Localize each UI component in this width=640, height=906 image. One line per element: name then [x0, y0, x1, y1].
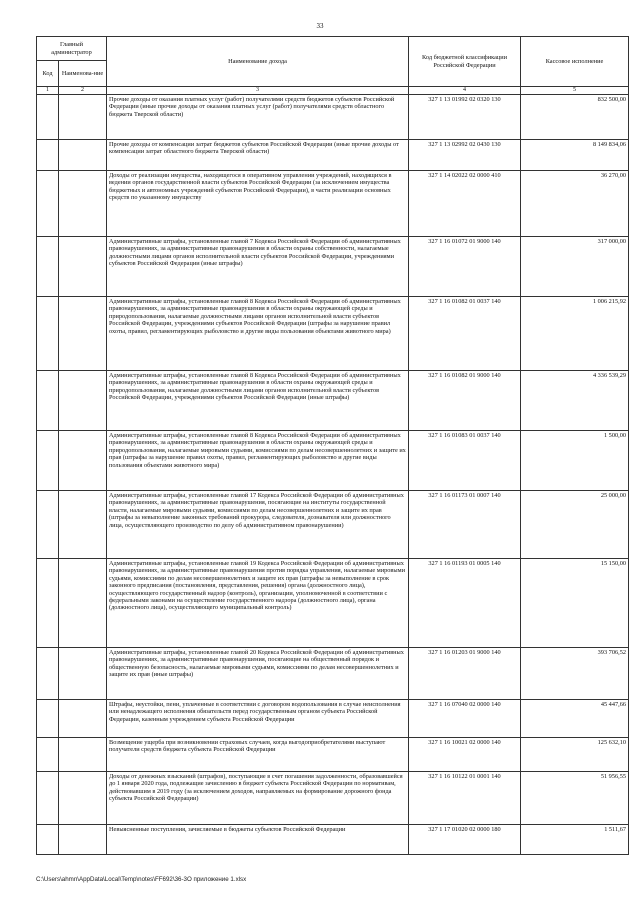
- execution-amount: 45 447,66: [521, 700, 629, 738]
- execution-header: Кассовое исполнение: [521, 37, 629, 87]
- admin-code-cell: [37, 140, 59, 171]
- income-description: Административные штрафы, установленные главой 20 Кодекса Российской Федерации об административных правонарушениях, за административные правонарушения, посягающие на общественный порядок и общественную безопасность, налагаемые мировыми судьями, комиссиями по делам несовершеннолетних и защите их прав (иные штрафы): [107, 648, 409, 700]
- kbk-code: 327 1 16 01072 01 9000 140: [409, 237, 521, 297]
- income-name-header: Наименование дохода: [107, 37, 409, 87]
- income-description: Прочие доходы от оказания платных услуг (работ) получателями средств бюджетов субъектов Российской Федерации (иные прочие доходы от оказания платных услуг (работ) получателями средств областного бюджета Тверской области): [107, 95, 409, 140]
- income-description: Доходы от реализации имущества, находящегося в оперативном управлении учреждений, находящихся в ведении органов государственной власти субъектов Российской Федерации (за исключением имущества бюджетных и автономных учреждений субъектов Российской Федерации), в части реализации основных средств по указанному имуществу: [107, 171, 409, 237]
- execution-amount: 1 006 215,92: [521, 297, 629, 371]
- income-description: Административные штрафы, установленные главой 8 Кодекса Российской Федерации об административных правонарушениях, за административные правонарушения в области охраны окружающей среды и природопользования, налагаемые мировыми судьями, комиссиями по делам несовершеннолетних и защите их прав (штрафы за нарушение правил охоты, правил, регламентирующих рыболовство и другие виды пользования объектами животного мира): [107, 431, 409, 491]
- income-description: Прочие доходы от компенсации затрат бюджетов субъектов Российской Федерации (иные прочие доходы от компенсации затрат областного бюджета Тверской области): [107, 140, 409, 171]
- table-row: [37, 95, 629, 140]
- kbk-code: 327 1 13 01992 02 0320 130: [409, 95, 521, 140]
- kbk-code: 327 1 16 10021 02 0000 140: [409, 738, 521, 772]
- table-row: [37, 297, 629, 371]
- table-row: [37, 237, 629, 297]
- admin-name-cell: [59, 559, 107, 648]
- admin-code-cell: [37, 825, 59, 855]
- kbk-code: 327 1 16 01082 01 9000 140: [409, 371, 521, 431]
- income-description: Возмещение ущерба при возникновении страховых случаев, когда выгодоприобретателями выступают получатели средств бюджета субъекта Российской Федерации: [107, 738, 409, 772]
- execution-amount: 393 706,52: [521, 648, 629, 700]
- admin-group-header: Главный администратор: [37, 37, 107, 61]
- income-description: Административные штрафы, установленные главой 17 Кодекса Российской Федерации об административных правонарушениях, за административные правонарушения, посягающие на институты государственной власти, налагаемые мировыми судьями, комиссиями по делам несовершеннолетних и защите их прав (штрафы за невыполнение законных требований прокурора, следователя, дознавателя или должностного лица, осуществляющего производство по делу об административном правонарушении): [107, 491, 409, 559]
- execution-amount: 51 956,55: [521, 772, 629, 825]
- kbk-code: 327 1 16 01203 01 9000 140: [409, 648, 521, 700]
- table-row: [37, 171, 629, 237]
- table-row: [37, 491, 629, 559]
- kbk-code: 327 1 16 01082 01 0037 140: [409, 297, 521, 371]
- table-row: [37, 559, 629, 648]
- execution-amount: 4 336 539,29: [521, 371, 629, 431]
- income-description: Административные штрафы, установленные главой 7 Кодекса Российской Федерации об административных правонарушениях, за административные правонарушения в области охраны собственности, налагаемые должностными лицами органов исполнительной власти субъектов Российской Федерации, учреждениями субъектов Российской Федерации (иные штрафы): [107, 237, 409, 297]
- admin-name-cell: [59, 431, 107, 491]
- admin-name-cell: [59, 297, 107, 371]
- admin-name-cell: [59, 237, 107, 297]
- execution-amount: 317 000,00: [521, 237, 629, 297]
- admin-code-cell: [37, 237, 59, 297]
- admin-name-cell: [59, 825, 107, 855]
- execution-amount: 25 000,00: [521, 491, 629, 559]
- table-row: [37, 431, 629, 491]
- execution-amount: 125 632,10: [521, 738, 629, 772]
- kbk-code: 327 1 14 02022 02 0000 410: [409, 171, 521, 237]
- kbk-code: 327 1 16 01193 01 0005 140: [409, 559, 521, 648]
- income-description: Невыясненные поступления, зачисляемые в бюджеты субъектов Российской Федерации: [107, 825, 409, 855]
- table-row: [37, 140, 629, 171]
- table-row: [37, 648, 629, 700]
- execution-amount: 36 270,00: [521, 171, 629, 237]
- table-row: [37, 371, 629, 431]
- kbk-code: 327 1 16 10122 01 0001 140: [409, 772, 521, 825]
- column-number: 5: [521, 87, 629, 95]
- admin-code-header: Код: [37, 61, 59, 87]
- income-description: Административные штрафы, установленные главой 8 Кодекса Российской Федерации об административных правонарушениях, за административные правонарушения в области охраны окружающей среды и природопользования, налагаемые должностными лицами органов исполнительной власти субъектов Российской Федерации, учреждениями субъектов Российской Федерации (штрафы за нарушение правил охоты, правил, регламентирующих рыболовство и другие виды пользования объектами животного мира): [107, 297, 409, 371]
- admin-code-cell: [37, 559, 59, 648]
- column-number: 3: [107, 87, 409, 95]
- execution-amount: 15 150,00: [521, 559, 629, 648]
- income-table: [36, 36, 629, 855]
- table-row: [37, 825, 629, 855]
- income-description: Штрафы, неустойки, пени, уплаченные в соответствии с договором водопользования в случае неисполнения или ненадлежащего исполнения обязательств перед государственным органом субъекта Российской Федерации, казенным учреждением субъекта Российской Федерации: [107, 700, 409, 738]
- kbk-code: 327 1 16 01083 01 0037 140: [409, 431, 521, 491]
- income-description: Административные штрафы, установленные главой 19 Кодекса Российской Федерации об административных правонарушениях, за административные правонарушения против порядка управления, налагаемые мировыми судьями, комиссиями по делам несовершеннолетних и защите их прав (штрафы за невыполнение в срок законного предписания (постановления, представления, решения) органа (должностного лица), осуществляющего государственный надзор (контроль), организации, уполномоченной в соответствии с федеральными законами на осуществление государственного надзора (должностного лица), органа (должностного лица), осуществляющего муниципальный контроль): [107, 559, 409, 648]
- table-row: [37, 700, 629, 738]
- admin-code-cell: [37, 738, 59, 772]
- execution-amount: 1 500,00: [521, 431, 629, 491]
- admin-name-cell: [59, 772, 107, 825]
- income-description: Административные штрафы, установленные главой 8 Кодекса Российской Федерации об административных правонарушениях, за административные правонарушения в области охраны окружающей среды и природопользования, налагаемые должностными лицами органов исполнительной власти субъектов Российской Федерации, учреждениями субъектов Российской Федерации (иные штрафы): [107, 371, 409, 431]
- admin-code-cell: [37, 648, 59, 700]
- admin-code-cell: [37, 371, 59, 431]
- admin-name-cell: [59, 738, 107, 772]
- kbk-code: 327 1 16 07040 02 0000 140: [409, 700, 521, 738]
- admin-name-cell: [59, 140, 107, 171]
- kbk-code: 327 1 16 01173 01 0007 140: [409, 491, 521, 559]
- kbk-code: 327 1 17 01020 02 0000 180: [409, 825, 521, 855]
- admin-name-cell: [59, 648, 107, 700]
- column-number: 1: [37, 87, 59, 95]
- admin-name-cell: [59, 491, 107, 559]
- admin-name-cell: [59, 95, 107, 140]
- kbk-code: 327 1 13 02992 02 0430 130: [409, 140, 521, 171]
- execution-amount: 1 511,67: [521, 825, 629, 855]
- page-number: 33: [316, 22, 324, 30]
- table-row: [37, 772, 629, 825]
- income-description: Доходы от денежных взысканий (штрафов), поступающие в счет погашения задолженности, образовавшейся до 1 января 2020 года, подлежащие зачислению в бюджет субъекта Российской Федерации по нормативам, действовавшим в 2019 году (за исключением доходов, направляемых на формирование дорожного фонда субъекта Российской Федерации): [107, 772, 409, 825]
- execution-amount: 832 500,00: [521, 95, 629, 140]
- admin-code-cell: [37, 700, 59, 738]
- file-path-footer: C:\Users\ahmn\AppData\Local\Temp\notes\FF692\36-3О приложение 1.xlsx: [36, 876, 247, 883]
- admin-code-cell: [37, 297, 59, 371]
- admin-code-cell: [37, 171, 59, 237]
- column-number: 4: [409, 87, 521, 95]
- column-number: 2: [59, 87, 107, 95]
- admin-code-cell: [37, 431, 59, 491]
- admin-code-cell: [37, 772, 59, 825]
- table-row: [37, 738, 629, 772]
- admin-name-header: Наименова-ние: [59, 61, 107, 87]
- admin-name-cell: [59, 700, 107, 738]
- execution-amount: 8 149 834,06: [521, 140, 629, 171]
- kbk-header: Код бюджетной классификации Российской Федерации: [409, 37, 521, 87]
- admin-code-cell: [37, 95, 59, 140]
- admin-name-cell: [59, 171, 107, 237]
- admin-name-cell: [59, 371, 107, 431]
- admin-code-cell: [37, 491, 59, 559]
